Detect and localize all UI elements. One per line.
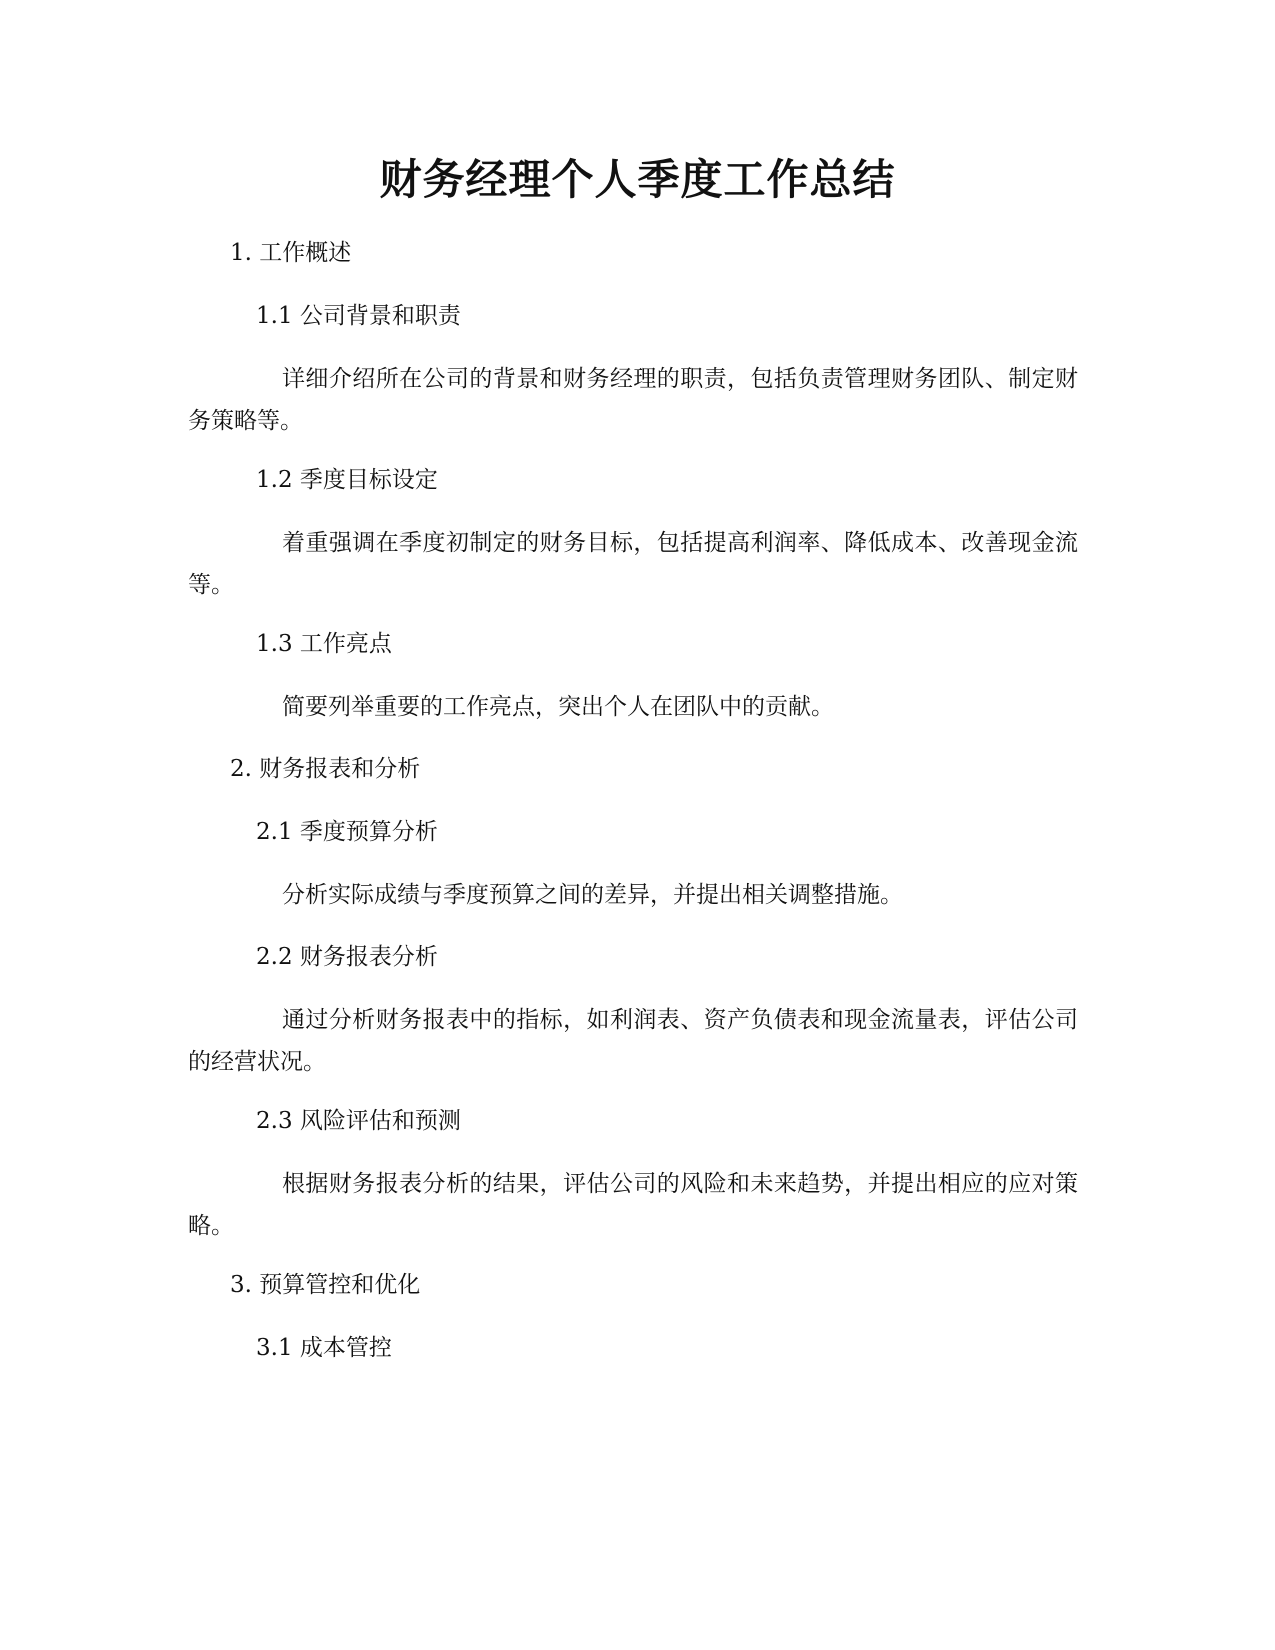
subsection-heading-2-1: 2.1 季度预算分析: [256, 819, 438, 845]
paragraph-2-2: 通过分析财务报表中的指标，如利润表、资产负债表和现金流量表，评估公司的经营状况。: [188, 1007, 1078, 1075]
document-title: 财务经理个人季度工作总结: [379, 155, 896, 204]
section-heading-2: 2. 财务报表和分析: [230, 756, 421, 782]
paragraph-1-1: 详细介绍所在公司的背景和财务经理的职责，包括负责管理财务团队、制定财务策略等。: [188, 366, 1078, 434]
section-heading-3: 3. 预算管控和优化: [230, 1272, 421, 1298]
paragraph-2-3: 根据财务报表分析的结果，评估公司的风险和未来趋势，并提出相应的应对策略。: [188, 1171, 1078, 1239]
subsection-heading-1-2: 1.2 季度目标设定: [256, 467, 438, 493]
paragraph-2-1: 分析实际成绩与季度预算之间的差异，并提出相关调整措施。: [282, 882, 903, 908]
paragraph-1-3: 简要列举重要的工作亮点，突出个人在团队中的贡献。: [282, 694, 834, 720]
subsection-heading-3-1: 3.1 成本管控: [256, 1335, 392, 1361]
subsection-heading-1-1: 1.1 公司背景和职责: [256, 303, 461, 329]
subsection-heading-2-3: 2.3 风险评估和预测: [256, 1108, 461, 1134]
paragraph-1-2: 着重强调在季度初制定的财务目标，包括提高利润率、降低成本、改善现金流等。: [188, 530, 1078, 598]
subsection-heading-2-2: 2.2 财务报表分析: [256, 944, 438, 970]
subsection-heading-1-3: 1.3 工作亮点: [256, 631, 392, 657]
section-heading-1: 1. 工作概述: [230, 240, 352, 266]
